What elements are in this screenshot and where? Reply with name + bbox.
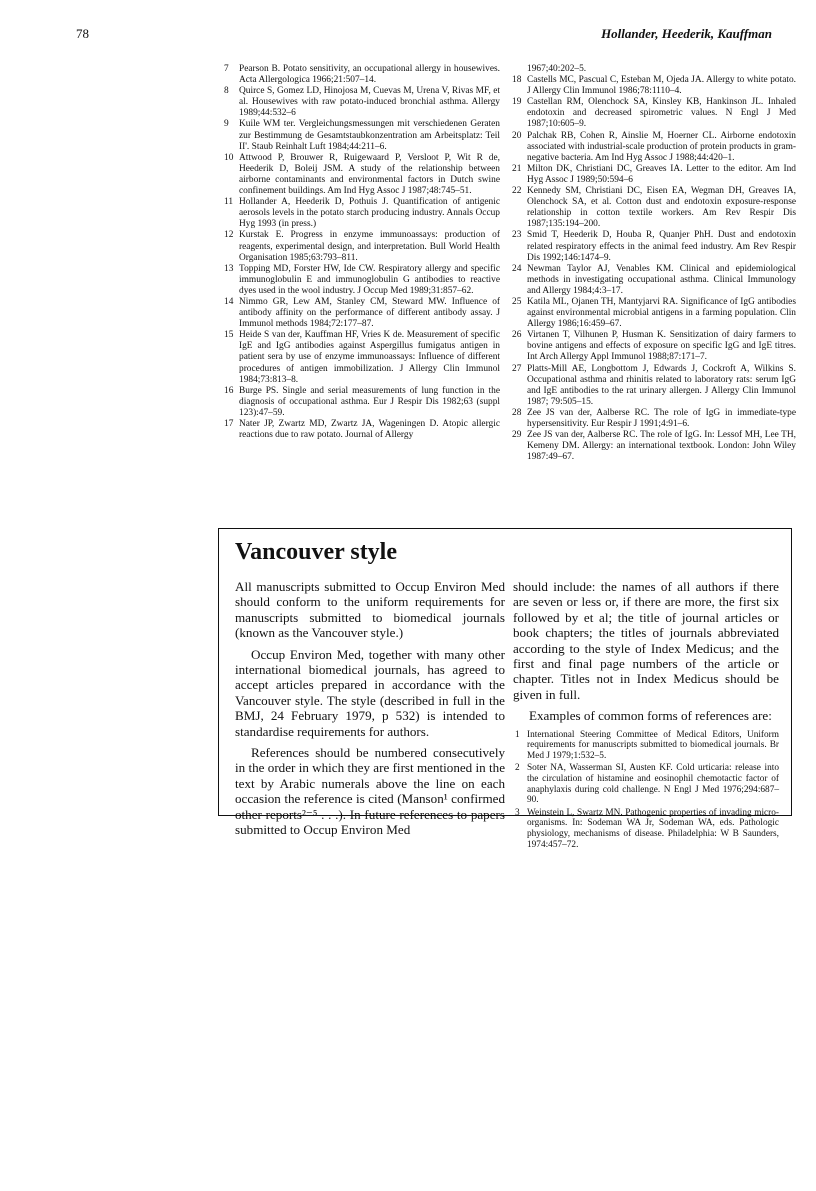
reference-number: 23 bbox=[512, 230, 522, 241]
reference-text: Palchak RB, Cohen R, Ainslie M, Hoerner CL. Airborne endotoxin associated with industrial-scale production of protein products in gram-negative bacteria. Am Ind Hyg Assoc J 1988;44:420–1. bbox=[527, 130, 796, 163]
reference-item bbox=[512, 408, 796, 430]
reference-number: 11 bbox=[224, 197, 234, 208]
example-text: Soter NA, Wasserman SI, Austen KF. Cold urticaria: release into the circulation of histamine and eosinophil chemotactic factor of anaphylaxis during cold challenge. N Engl J Med 1976;294:687–90. bbox=[527, 763, 779, 806]
example-reference bbox=[513, 763, 779, 805]
reference-text: Burge PS. Single and serial measurements of lung function in the diagnosis of occupational asthma. Eur J Respir Dis 1982;63 (suppl 123):47–59. bbox=[239, 385, 500, 418]
reference-text: Attwood P, Brouwer R, Ruigewaard P, Versloot P, Wit R de, Heederik D, Boleij JSM. A study of the relationship between airborne contaminants and environmental factors in Dutch swine confinement buildings. Am Ind Hyg Assoc J 1987;48:745–51. bbox=[239, 152, 500, 197]
example-text: International Steering Committee of Medical Editors, Uniform requirements for manuscripts submitted to biomedical journals. Br Med J 1979;1:532–5. bbox=[527, 729, 779, 761]
reference-item bbox=[512, 131, 796, 164]
reference-item bbox=[512, 230, 796, 263]
reference-item bbox=[224, 230, 500, 263]
vancouver-style-box bbox=[218, 528, 792, 850]
references-right-column bbox=[512, 64, 796, 463]
examples-list bbox=[513, 730, 779, 851]
reference-text: Kurstak E. Progress in enzyme immunoassays: production of reagents, experimental design, and interpretation. Bull World Health Organisation 1985;63:793–811. bbox=[239, 230, 500, 263]
reference-number: 14 bbox=[224, 296, 234, 307]
reference-number: 13 bbox=[224, 263, 234, 274]
reference-item bbox=[224, 119, 500, 152]
reference-text: Milton DK, Christiani DC, Greaves IA. Letter to the editor. Am Ind Hyg Assoc J 1989;50:594–6 bbox=[527, 163, 796, 185]
example-reference bbox=[513, 808, 779, 850]
reference-text: Zee JS van der, Aalberse RC. The role of IgG in immediate-type hypersensitivity. Eur Respir J 1991;4:91–6. bbox=[527, 407, 796, 429]
reference-number: 15 bbox=[224, 330, 234, 341]
reference-number: 27 bbox=[512, 363, 522, 374]
example-reference bbox=[513, 730, 779, 762]
reference-item bbox=[512, 297, 796, 330]
reference-text: Smid T, Heederik D, Houba R, Quanjer PhH. Dust and endotoxin related respiratory effects in the animal feed industry. Am Rev Respir Dis 1992;146:1474–9. bbox=[527, 230, 796, 263]
reference-text: Katila ML, Ojanen TH, Mantyjarvi RA. Significance of IgG antibodies against environmental microbial antigens in a farming population. Clin Allergy 1986;16:459–67. bbox=[527, 296, 796, 330]
running-head: Hollander, Heederik, Kauffman bbox=[601, 26, 772, 41]
reference-number: 29 bbox=[512, 430, 522, 441]
reference-item bbox=[512, 164, 796, 186]
reference-item bbox=[512, 430, 796, 463]
reference-number: 25 bbox=[512, 296, 522, 307]
box-paragraph: Occup Environ Med, together with many other international biomedical journals, has agreed to accept articles prepared in accordance with the Vancouver style. The style (described in full in the BMJ, 24 February 1979, p 532) is intended to standardise requirements for authors. bbox=[235, 646, 505, 739]
reference-text: Kennedy SM, Christiani DC, Eisen EA, Wegman DH, Greaves IA, Olenchock SA, et al. Cotton dust and endotoxin exposure-response relationship in cotton textile workers. Am Rev Respir Dis 1987;135:194–200. bbox=[527, 186, 796, 230]
reference-text: Topping MD, Forster HW, Ide CW. Respiratory allergy and specific immunoglobulin E and immunoglobulin G antibodies to reactive dyes used in the wool industry. J Occup Med 1989;31:857–62. bbox=[239, 263, 500, 296]
reference-number: 22 bbox=[512, 186, 522, 197]
reference-number: 28 bbox=[512, 407, 522, 418]
reference-item bbox=[224, 64, 500, 86]
reference-text: Castells MC, Pascual C, Esteban M, Ojeda JA. Allergy to white potato. J Allergy Clin Immunol 1986;78:1110–4. bbox=[527, 75, 796, 97]
example-number: 1 bbox=[515, 729, 520, 740]
reference-number: 12 bbox=[224, 230, 234, 241]
reference-item bbox=[224, 86, 500, 119]
reference-text: Nimmo GR, Lew AM, Stanley CM, Steward MW. Influence of antibody affinity on the performance of different antibody assay. J Immunol methods 1984;72:177–87. bbox=[239, 296, 500, 330]
reference-text: Newman Taylor AJ, Venables KM. Clinical and epidemiological methods in investigating occupational asthma. Clinical Immunology and Allergy 1984;4:3–17. bbox=[527, 263, 796, 296]
reference-item bbox=[224, 153, 500, 197]
box-right-column bbox=[513, 579, 779, 852]
reference-item bbox=[512, 97, 796, 130]
reference-text: Heide S van der, Kauffman HF, Vries K de. Measurement of specific IgE and IgG antibodies against Aspergillus fumigatus antigen in patient sera by use of enzyme immunoassays: Influence of different procedures of antigen immobilization. J Allergy Clin Immunol 1984;73:813–8. bbox=[239, 330, 500, 385]
reference-number: 7 bbox=[224, 64, 229, 74]
references-left-column bbox=[224, 64, 500, 441]
box-paragraph: All manuscripts submitted to Occup Environ Med should conform to the uniform requirements for manuscripts submitted to biomedical journals (known as the Vancouver style.) bbox=[235, 579, 505, 641]
reference-number: 9 bbox=[224, 119, 229, 130]
reference-text: Kuile WM ter. Vergleichungsmessungen mit verschiedenen Geraten zur Bestimmung de Gesamtstaubkonzentration am Arbeitsplatz: Teil II'. Staub Reinhalt Luft 1984;44:211–6. bbox=[239, 119, 500, 152]
reference-text: Hollander A, Heederik D, Pothuis J. Quantification of antigenic aerosols levels in the potato starch producing industry. Annals Occup Hyg 1993 (in press.) bbox=[239, 197, 500, 230]
reference-item bbox=[224, 386, 500, 419]
reference-continuation bbox=[512, 64, 796, 75]
reference-number: 19 bbox=[512, 97, 522, 108]
reference-item bbox=[224, 419, 500, 441]
reference-item bbox=[224, 330, 500, 385]
reference-text: Virtanen T, Vilhunen P, Husman K. Sensitization of dairy farmers to bovine antigens and effects of exposure on specific IgG and IgE titres. Int Arch Allergy Appl Immunol 1988;87:171–7. bbox=[527, 330, 796, 363]
reference-number: 20 bbox=[512, 130, 522, 141]
reference-text: Platts-Mill AE, Longbottom J, Edwards J, Cockroft A, Wilkins S. Occupational asthma and rhinitis related to laboratory rats: serum IgG and IgE antibodies to the rat urinary allergen. J Allergy Clin Immunol 1987; 79:505–15. bbox=[527, 363, 796, 407]
reference-number: 17 bbox=[224, 419, 234, 429]
reference-text: Quirce S, Gomez LD, Hinojosa M, Cuevas M, Urena V, Rivas MF, et al. Housewives with raw potato-induced bronchial asthma. Allergy 1989;44:532–6 bbox=[239, 86, 500, 119]
reference-number: 16 bbox=[224, 385, 234, 396]
reference-number: 18 bbox=[512, 75, 522, 86]
reference-text: Nater JP, Zwartz MD, Zwartz JA, Wageningen D. Atopic allergic reactions due to raw potato. Journal of Allergy bbox=[239, 419, 500, 441]
reference-item bbox=[512, 364, 796, 408]
page-number: 78 bbox=[76, 26, 89, 41]
page-header bbox=[0, 26, 816, 46]
example-number: 3 bbox=[515, 807, 520, 818]
reference-number: 24 bbox=[512, 263, 522, 274]
box-left-column bbox=[235, 579, 505, 844]
reference-number: 26 bbox=[512, 330, 522, 341]
box-paragraph: References should be numbered consecutively in the order in which they are first mentioned in the text by Arabic numerals above the line on each occasion the reference is cited (Manson¹ confirmed other reports²⁻⁵ . . .). In future references to papers submitted to Occup Environ Med bbox=[235, 745, 505, 838]
reference-item bbox=[512, 264, 796, 297]
reference-text: 1967;40:202–5. bbox=[527, 64, 587, 74]
reference-item bbox=[512, 75, 796, 97]
reference-number: 10 bbox=[224, 152, 234, 163]
reference-number: 8 bbox=[224, 86, 229, 97]
reference-number: 21 bbox=[512, 163, 522, 174]
reference-item bbox=[512, 330, 796, 363]
example-number: 2 bbox=[515, 763, 520, 774]
reference-text: Castellan RM, Olenchock SA, Kinsley KB, Hankinson JL. Inhaled endotoxin and decreased spirometric values. N Engl J Med 1987;10:605–9. bbox=[527, 97, 796, 130]
reference-item bbox=[224, 264, 500, 297]
reference-text: Zee JS van der, Aalberse RC. The role of IgG. In: Lessof MH, Lee TH, Kemeny DM. Allergy: an international textbook. London: John Wiley 1987:49–67. bbox=[527, 430, 796, 463]
reference-item bbox=[512, 186, 796, 230]
box-title: Vancouver style bbox=[235, 539, 397, 565]
box-paragraph: Examples of common forms of references are: bbox=[529, 708, 772, 724]
reference-item bbox=[224, 197, 500, 230]
example-text: Weinstein L, Swartz MN. Pathogenic properties of invading micro-organisms. In: Sodeman WA Jr, Sodeman WA, eds. Pathologic physiology, mechanisms of disease. Philadelphia: W B Saunders, 1974:457–72. bbox=[527, 807, 779, 850]
box-paragraph: should include: the names of all authors if there are seven or less or, if there are more, the first six followed by et al; the title of journal articles or book chapters; the titles of journals abbreviated according to the style of Index Medicus; and the first and final page numbers of the article or chapter. Titles not in Index Medicus should be given in full. bbox=[513, 579, 779, 702]
reference-item bbox=[224, 297, 500, 330]
reference-text: Pearson B. Potato sensitivity, an occupational allergy in housewives. Acta Allergologica 1966;21:507–14. bbox=[239, 64, 500, 86]
